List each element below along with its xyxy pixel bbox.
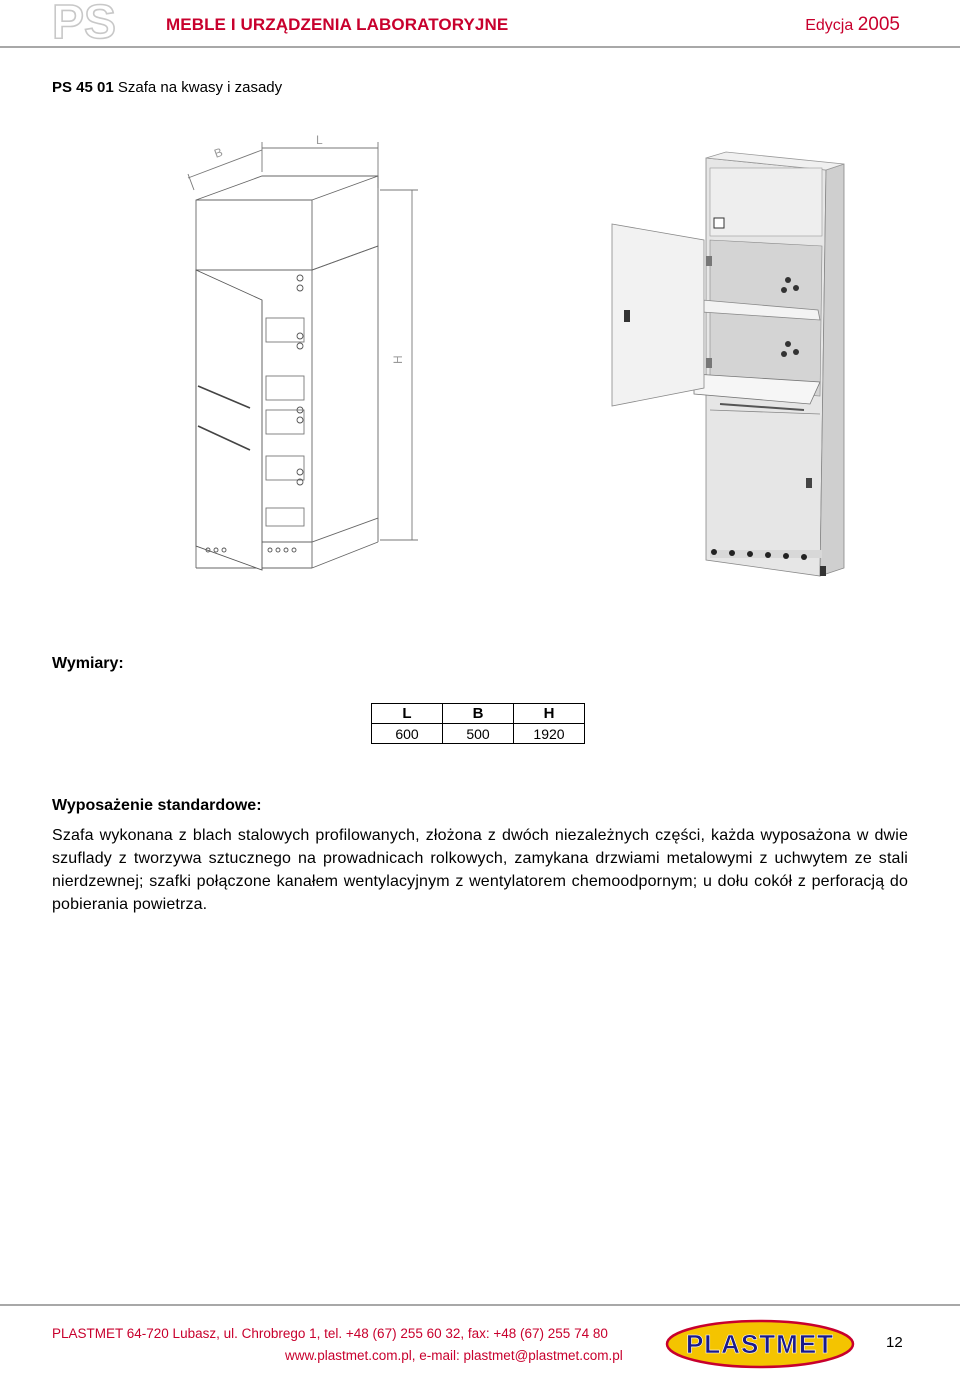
dim-value-h: 1920: [514, 724, 585, 744]
dim-col-l: L: [372, 704, 443, 724]
dim-col-h: H: [514, 704, 585, 724]
svg-text:PS: PS: [52, 0, 117, 44]
header-title: MEBLE I URZĄDZENIA LABORATORYJNE: [166, 15, 509, 34]
dim-col-b: B: [443, 704, 514, 724]
dim-label-b: B: [212, 144, 225, 161]
footer-web: www.plastmet.com.pl, e-mail: plastmet@plastmet.com.pl: [285, 1348, 623, 1363]
dimensions-header-row: [372, 704, 585, 724]
dimensions-heading: Wymiary:: [52, 655, 124, 672]
dim-value-b: 500: [443, 724, 514, 744]
equipment-heading: Wyposażenie standardowe:: [52, 797, 262, 814]
edition-year: 2005: [857, 14, 900, 35]
svg-text:PLASTMET: PLASTMET: [685, 1329, 835, 1359]
footer-address: PLASTMET 64-720 Lubasz, ul. Chrobrego 1, tel. +48 (67) 255 60 32, fax: +48 (67) 255 74 80: [52, 1326, 608, 1341]
product-title: [52, 79, 282, 96]
edition-word: Edycja: [805, 17, 854, 34]
cabinet-photo: [598, 148, 848, 583]
dim-label-h: H: [391, 355, 405, 364]
product-code: PS 45 01: [52, 79, 114, 96]
dim-label-l: L: [316, 133, 323, 147]
header-divider: [0, 46, 960, 48]
page-number: 12: [886, 1334, 903, 1351]
edition-label: [805, 14, 900, 36]
dimensions-value-row: [372, 724, 585, 744]
ps-logo: [52, 0, 122, 44]
equipment-description: Szafa wykonana z blach stalowych profilowanych, złożona z dwóch niezależnych części, każda wyposażona w dwie szuflady z tworzywa sztucznego na prowadnicach rolkowych, zamykana drzwiami metalowymi z uchwytem ze stali nierdzewnej; szafki połączone kanałem wentylacyjnym z wentylatorem chemoodpornym; u dołu cokół z perforacją do pobierania powietrza.: [52, 827, 908, 913]
dimensions-table: [371, 703, 585, 744]
footer-divider: [0, 1304, 960, 1306]
cabinet-technical-drawing: [180, 128, 430, 578]
product-name: Szafa na kwasy i zasady: [117, 79, 283, 96]
dim-value-l: 600: [372, 724, 443, 744]
plastmet-logo: [665, 1319, 855, 1369]
